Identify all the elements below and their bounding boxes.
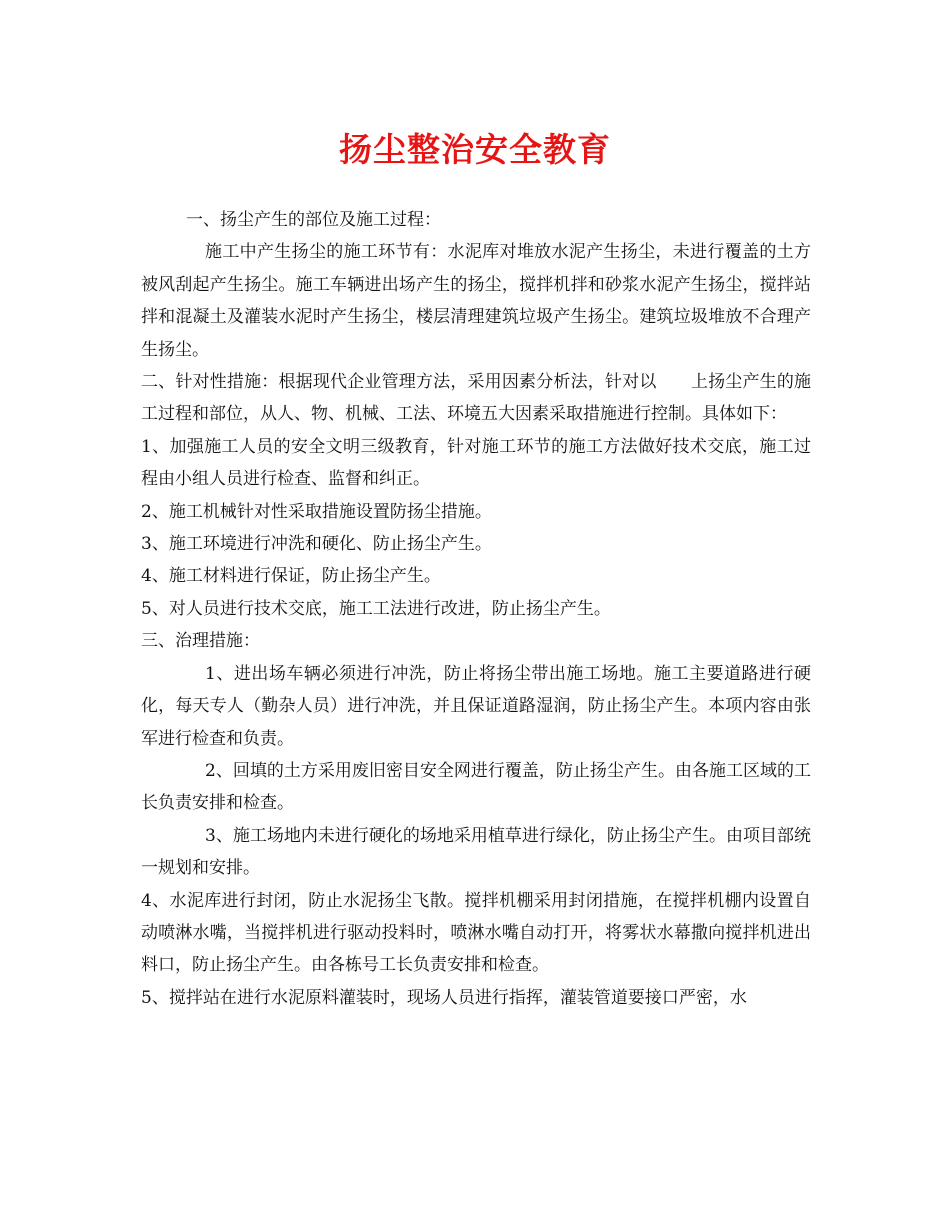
- document-body: [141, 204, 811, 1014]
- section-heading-3: 三、治理措施：: [141, 631, 260, 652]
- page-title: 扬尘整治安全教育: [339, 130, 611, 169]
- list-item: 5、对人员进行技术交底，施工工法进行改进，防止扬尘产生。: [141, 598, 611, 619]
- list-item: 2、施工机械针对性采取措施设置防扬尘措施。: [141, 501, 492, 522]
- measure-item: 2、回填的土方采用废旧密目安全网进行覆盖，防止扬尘产生。由各施工区域的工长负责安排和检查。: [141, 760, 811, 814]
- section-heading-2: 二、针对性措施：根据现代企业管理方法，采用因素分析法，针对以 上扬尘产生的施工过程和部位，从人、物、机械、工法、环境五大因素采取措施进行控制。具体如下：: [141, 372, 811, 425]
- section-heading-1: 一、扬尘产生的部位及施工过程：: [186, 210, 441, 230]
- paragraph-dust-sources: 施工中产生扬尘的施工环节有：水泥库对堆放水泥产生扬尘，未进行覆盖的土方被风刮起产生扬尘。施工车辆进出场产生的扬尘，搅拌机拌和砂浆水泥产生扬尘，搅拌站拌和混凝土及灌装水泥时产生扬尘，楼层清理建筑垃圾产生扬尘。建筑垃圾堆放不合理产生扬尘。: [141, 242, 811, 360]
- measure-item: 5、搅拌站在进行水泥原料灌装时，现场人员进行指挥，灌装管道要接口严密，水: [141, 987, 747, 1008]
- list-item: 4、施工材料进行保证，防止扬尘产生。: [141, 566, 441, 587]
- measure-item: 4、水泥库进行封闭，防止水泥扬尘飞散。搅拌机棚采用封闭措施，在搅拌机棚内设置自动喷淋水嘴，当搅拌机进行驱动投料时，喷淋水嘴自动打开，将雾状水幕撒向搅拌机进出料口，防止扬尘产生。由各栋号工长负责安排和检查。: [141, 890, 811, 976]
- measure-item: 1、进出场车辆必须进行冲洗，防止将扬尘带出施工场地。施工主要道路进行硬化，每天专人（勤杂人员）进行冲洗，并且保证道路湿润，防止扬尘产生。本项内容由张军进行检查和负责。: [141, 663, 811, 749]
- list-item: 3、施工环境进行冲洗和硬化、防止扬尘产生。: [141, 534, 492, 555]
- list-item: 1、加强施工人员的安全文明三级教育，针对施工环节的施工方法做好技术交底，施工过程由小组人员进行检查、监督和纠正。: [141, 436, 811, 490]
- measure-item: 3、施工场地内未进行硬化的场地采用植草进行绿化，防止扬尘产生。由项目部统一规划和安排。: [141, 825, 811, 879]
